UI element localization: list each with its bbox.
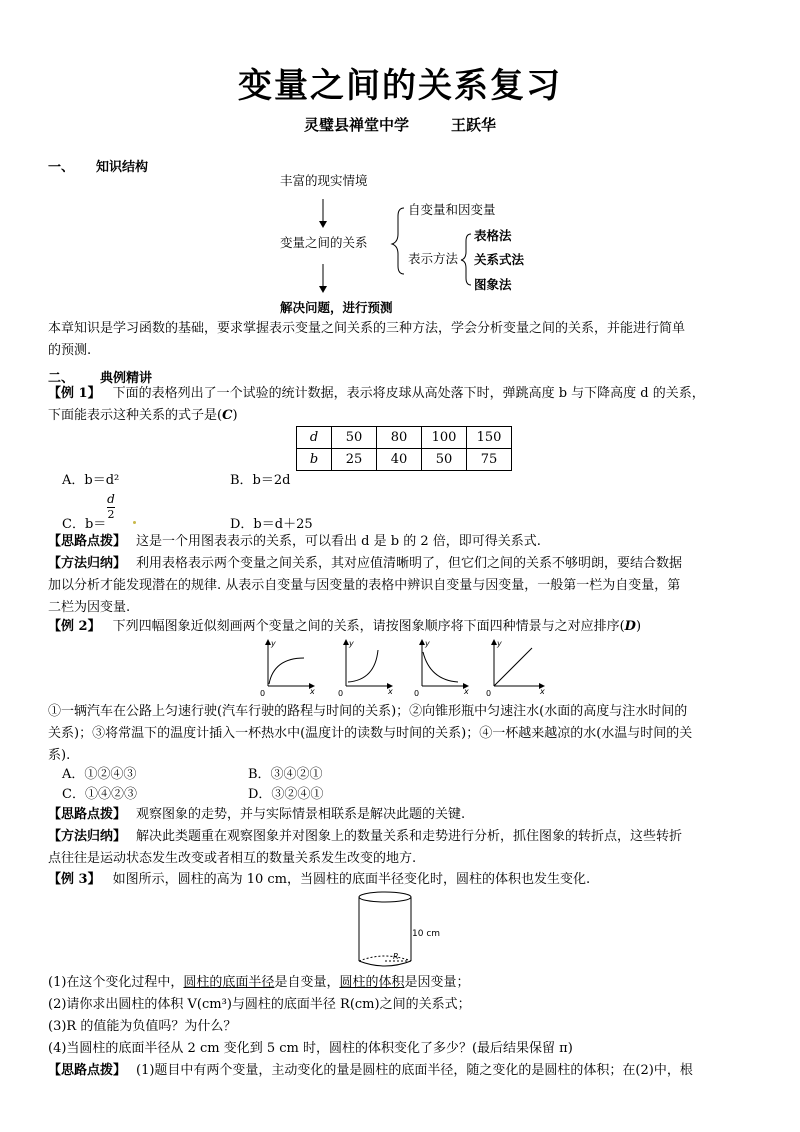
diagram-top-node: 丰富的现实情境: [280, 173, 368, 188]
example2-tag: 【例 2】: [48, 619, 101, 634]
example3-line-1: 【例 3】 如图所示，圆柱的高为 10 cm，当圆柱的底面半径变化时，圆柱的体积也发生变化.: [48, 872, 591, 887]
example2-scenario-3: 系).: [48, 748, 71, 763]
diagram-connectors: [0, 0, 800, 330]
diagram-method-formula: 关系式法: [474, 252, 525, 267]
summary-line-2: 的预测.: [48, 343, 92, 358]
diagram-bottom-node: 解决问题，进行预测: [280, 300, 393, 315]
graph1-x-label: x: [310, 687, 315, 696]
ex2-option-d: D．③②④①: [248, 787, 324, 802]
section1-title: 知识结构: [96, 160, 149, 175]
example2-scenario-2: 关系)；③将常温下的温度计插入一杯热水中(温度计的读数与时间的关系)；④一杯越来越凉的水(水温与时间的关: [48, 726, 693, 741]
example2-answer: D: [624, 619, 636, 634]
example3-hint: 【思路点拨】 (1)题目中有两个变量，主动变化的量是圆柱的底面半径，随之变化的是圆柱的体积；在(2)中，根: [48, 1063, 693, 1078]
stray-dot: [133, 521, 136, 524]
graph2-y-label: y: [349, 639, 354, 648]
example1-answer: C: [222, 408, 233, 423]
q1-answer-1: 圆柱的底面半径: [183, 975, 275, 990]
diagram-branch-methods: 表示方法: [408, 251, 459, 266]
q1-answer-2: 圆柱的体积: [339, 975, 405, 990]
graph4-y-label: y: [497, 639, 502, 648]
table-row: b 25 40 50 75: [297, 449, 512, 471]
section2-number: 二、: [48, 371, 75, 386]
example3-q2: (2)请你求出圆柱的体积 V(cm³)与圆柱的底面半径 R(cm)之间的关系式；: [48, 997, 471, 1012]
diagram-method-table: 表格法: [474, 228, 512, 243]
graph3-x-label: x: [464, 687, 469, 696]
brace-main: [392, 208, 404, 274]
example3-tag: 【例 3】: [48, 872, 101, 887]
example3-q3: (3)R 的值能为负值吗？为什么？: [48, 1019, 237, 1034]
graph-3: [422, 642, 466, 686]
cylinder-radius-label: R: [393, 952, 399, 961]
arrow-head-1: [319, 221, 327, 228]
ex2-option-b: B．③④②①: [248, 767, 323, 782]
cylinder-height-label: 10 cm: [412, 929, 441, 939]
diagram-middle-node: 变量之间的关系: [280, 235, 368, 250]
page-title: 变量之间的关系复习: [238, 66, 562, 106]
example1-method-line-1: 【方法归纳】 利用表格表示两个变量之间关系，其对应值清晰明了，但它们之间的关系不够明朗，要结合数据: [48, 556, 683, 571]
graph1-y-label: y: [271, 639, 276, 648]
option-b: B．b＝2d: [230, 473, 291, 488]
graph3-y-label: y: [425, 639, 430, 648]
example3-q1: (1)在这个变化过程中，圆柱的底面半径是自变量，圆柱的体积是因变量；: [48, 975, 470, 990]
arrow-head-2: [319, 286, 327, 293]
example2-line-1: 【例 2】 下列四幅图象近似刻画两个变量之间的关系，请按图象顺序将下面四种情景与之对应排序(D): [48, 619, 642, 634]
example2-method-line-2: 点往往是运动状态发生改变或者相互的数量关系发生改变的地方.: [48, 851, 417, 866]
section2-title: 典例精讲: [100, 371, 153, 386]
diagram-branch-variables: 自变量和因变量: [408, 202, 496, 217]
option-c-fraction: d 2: [107, 492, 115, 521]
method-tag: 【方法归纳】: [48, 556, 127, 571]
data-table: [296, 426, 512, 471]
example1-hint: 【思路点拨】 这是一个用图表表示的关系，可以看出 d 是 b 的 2 倍，即可得关系式.: [48, 534, 541, 549]
hint-tag: 【思路点拨】: [48, 534, 127, 549]
diagram-method-graph: 图象法: [474, 277, 512, 292]
graph2-x-label: x: [388, 687, 393, 696]
section1-number: 一、: [48, 160, 75, 175]
author-name: 王跃华: [451, 116, 497, 134]
school-name: 灵璧县禅堂中学: [303, 116, 409, 134]
graph-4: [494, 642, 542, 686]
ex2-option-c: C．①④②③: [62, 787, 137, 802]
example1-line-2: 下面能表示这种关系的式子是(C): [48, 408, 238, 423]
summary-line-1: 本章知识是学习函数的基础，要求掌握表示变量之间关系的三种方法，学会分析变量之间的关系，并能进行简单: [48, 321, 686, 336]
graph-1: [268, 642, 312, 686]
example2-hint: 【思路点拨】 观察图象的走势，并与实际情景相联系是解决此题的关键.: [48, 807, 466, 822]
example1-line-1: [48, 383, 705, 405]
four-graphs: [250, 636, 560, 700]
graph2-origin: 0: [338, 689, 344, 698]
table-row: d 50 80 100 150: [297, 427, 512, 449]
example2-method-line-1: 【方法归纳】 解决此类题重在观察图象并对图象上的数量关系和走势进行分析，抓住图象的转折点，这些转折: [48, 829, 683, 844]
example2-scenario-1: ①一辆汽车在公路上匀速行驶(汽车行驶的路程与时间的关系)；②向锥形瓶中匀速注水(水面的高度与注水时间的: [48, 704, 688, 719]
example1-tag: 【例 1】: [48, 386, 101, 401]
graph1-origin: 0: [260, 689, 266, 698]
example1-question: 下面的表格列出了一个试验的统计数据，表示将皮球从高处落下时，弹跳高度 b 与下降高度 d 的关系，: [112, 386, 705, 401]
example1-method-line-2: 加以分析才能发现潜在的规律. 从表示自变量与因变量的表格中辨识自变量与因变量，一般第一栏为自变量，第: [48, 578, 681, 593]
example3-q4: (4)当圆柱的底面半径从 2 cm 变化到 5 cm 时，圆柱的体积变化了多少？(最后结果保留 π): [48, 1041, 573, 1056]
option-a: A．b＝d²: [62, 473, 120, 488]
graph3-origin: 0: [414, 689, 420, 698]
graph4-origin: 0: [486, 689, 492, 698]
option-c: C．b＝: [62, 517, 107, 532]
option-d: D．b＝d＋25: [230, 517, 313, 532]
brace-methods: [461, 234, 471, 285]
graph4-x-label: x: [540, 687, 545, 696]
ex2-option-a: A．①②④③: [62, 767, 137, 782]
cylinder-figure: [350, 888, 460, 974]
graph-2: [346, 642, 390, 686]
example1-method-line-3: 二栏为因变量.: [48, 600, 131, 615]
